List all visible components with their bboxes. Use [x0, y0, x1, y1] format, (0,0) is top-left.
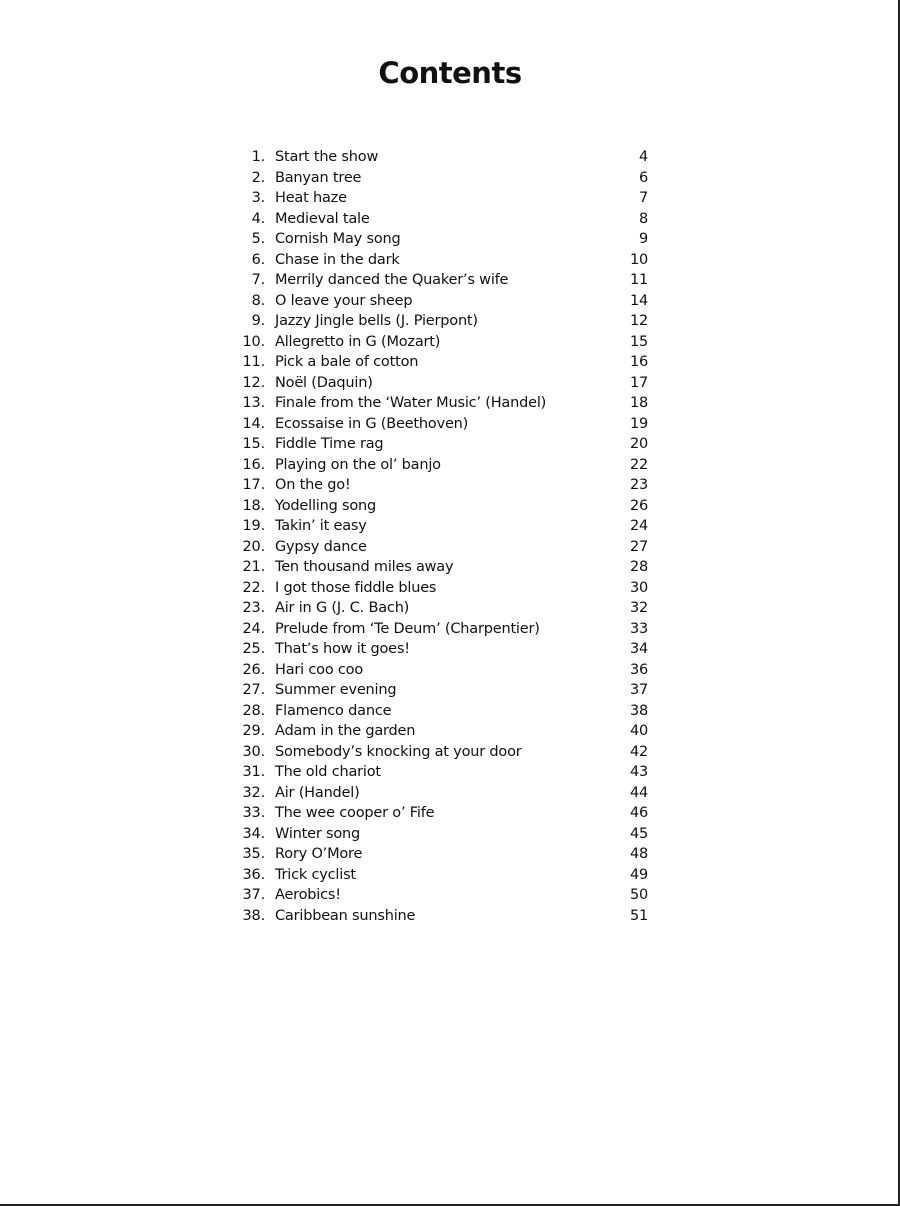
- toc-entry-number: 18.: [242, 497, 265, 514]
- toc-entry-number: 27.: [242, 682, 265, 698]
- toc-entry-number: 34.: [242, 825, 265, 842]
- toc-entry-number: 38.: [242, 907, 265, 924]
- toc-entry-title: Chase in the dark: [275, 251, 400, 268]
- toc-entry: [230, 455, 654, 476]
- toc-entry-page: 15: [629, 333, 648, 350]
- toc-entry: [230, 168, 654, 189]
- toc-entry: [230, 557, 654, 578]
- toc-entry-page: 7: [638, 190, 648, 206]
- toc-entry-number: 31.: [242, 764, 265, 780]
- toc-entry-page: 48: [629, 846, 648, 862]
- toc-entry-number: 13.: [242, 395, 265, 411]
- toc-entry-page: 44: [629, 784, 648, 801]
- toc-entry-page: 30: [629, 579, 648, 596]
- toc-entry-title: Pick a bale of cotton: [275, 354, 419, 370]
- toc-entry-page: 34: [629, 641, 648, 657]
- toc-entry-page: 19: [629, 415, 648, 432]
- toc-entry-page: 10: [629, 251, 648, 268]
- toc-entry-page: 40: [629, 723, 648, 739]
- toc-entry-title: Allegretto in G (Mozart): [275, 333, 441, 350]
- toc-entry-title: Jazzy Jingle bells (J. Pierpont): [275, 313, 478, 329]
- toc-entry-number: 3.: [251, 190, 265, 206]
- toc-entry: [230, 250, 654, 271]
- toc-entry: [230, 742, 654, 763]
- toc-entry: [230, 496, 654, 517]
- toc-entry-title: Flamenco dance: [275, 702, 392, 719]
- toc-entry: [230, 598, 654, 619]
- toc-entry: [230, 209, 654, 230]
- toc-entry: [230, 188, 654, 209]
- toc-entry-title: Start the show: [275, 149, 379, 165]
- toc-entry-title: I got those fiddle blues: [275, 579, 437, 596]
- toc-entry-title: Playing on the ol’ banjo: [275, 456, 441, 473]
- toc-entry-number: 25.: [242, 641, 265, 657]
- toc-entry-page: 26: [629, 497, 648, 514]
- toc-entry-page: 20: [629, 436, 648, 452]
- toc-entry-title: O leave your sheep: [275, 292, 413, 309]
- toc-entry: [230, 680, 654, 701]
- toc-entry-number: 17.: [242, 477, 265, 493]
- toc-entry-number: 22.: [242, 579, 265, 596]
- toc-entry-title: Hari coo coo: [275, 661, 364, 678]
- toc-entry: [230, 332, 654, 353]
- toc-entry-page: 22: [629, 456, 648, 473]
- toc-entry: [230, 803, 654, 824]
- toc-entry-number: 28.: [242, 702, 265, 719]
- toc-entry-title: Caribbean sunshine: [275, 907, 416, 924]
- toc-entry-number: 2.: [251, 169, 265, 186]
- toc-entry-page: 50: [629, 887, 648, 903]
- toc-entry-number: 32.: [242, 784, 265, 801]
- toc-entry-page: 42: [629, 743, 648, 760]
- toc-entry-title: Adam in the garden: [275, 723, 416, 739]
- toc-entry: [230, 701, 654, 722]
- toc-entry: [230, 311, 654, 332]
- toc-entry-number: 30.: [242, 743, 265, 760]
- toc-entry-page: 32: [629, 600, 648, 616]
- toc-entry-page: 45: [629, 825, 648, 842]
- toc-entry-title: On the go!: [275, 477, 351, 493]
- table-of-contents: [230, 147, 654, 926]
- toc-entry: [230, 762, 654, 783]
- toc-entry-number: 7.: [251, 272, 265, 288]
- toc-entry-number: 8.: [251, 292, 265, 309]
- toc-entry: [230, 721, 654, 742]
- toc-entry: [230, 619, 654, 640]
- toc-entry-number: 19.: [242, 518, 265, 534]
- toc-entry-page: 4: [638, 149, 648, 165]
- toc-entry-title: Rory O’More: [275, 846, 363, 862]
- toc-entry-number: 36.: [242, 866, 265, 883]
- toc-entry-page: 17: [629, 374, 648, 391]
- toc-entry-page: 49: [629, 866, 648, 883]
- toc-entry: [230, 475, 654, 496]
- toc-entry: [230, 660, 654, 681]
- toc-entry: [230, 414, 654, 435]
- toc-entry-title: Somebody’s knocking at your door: [275, 743, 522, 760]
- toc-entry: [230, 516, 654, 537]
- toc-entry-number: 6.: [251, 251, 265, 268]
- toc-entry-title: Aerobics!: [275, 887, 341, 903]
- toc-entry-number: 29.: [242, 723, 265, 739]
- toc-entry: [230, 434, 654, 455]
- toc-entry-number: 14.: [242, 415, 265, 432]
- toc-entry-number: 10.: [242, 333, 265, 350]
- toc-entry-number: 20.: [242, 538, 265, 555]
- toc-entry-title: Yodelling song: [275, 497, 377, 514]
- toc-entry-number: 26.: [242, 661, 265, 678]
- toc-entry-title: Takin’ it easy: [275, 518, 367, 534]
- toc-entry: [230, 844, 654, 865]
- toc-entry-title: Air (Handel): [275, 784, 360, 801]
- toc-entry-title: Cornish May song: [275, 231, 401, 247]
- toc-entry-title: Finale from the ‘Water Music’ (Handel): [275, 395, 547, 411]
- toc-entry-page: 33: [629, 620, 648, 637]
- toc-entry-number: 16.: [242, 456, 265, 473]
- toc-entry-title: Air in G (J. C. Bach): [275, 600, 410, 616]
- toc-entry-page: 37: [629, 682, 648, 698]
- page-title: Contents: [378, 56, 522, 91]
- toc-entry: [230, 537, 654, 558]
- toc-entry-number: 9.: [251, 313, 265, 329]
- toc-entry-page: 6: [638, 169, 648, 186]
- toc-entry-page: 24: [629, 518, 648, 534]
- toc-entry-title: The wee cooper o’ Fife: [275, 805, 435, 821]
- toc-entry-page: 28: [629, 559, 648, 575]
- toc-entry-page: 46: [629, 805, 648, 821]
- toc-entry: [230, 373, 654, 394]
- toc-entry-page: 12: [629, 313, 648, 329]
- toc-entry-title: Gypsy dance: [275, 538, 367, 555]
- toc-entry: [230, 147, 654, 168]
- toc-entry: [230, 270, 654, 291]
- toc-entry-number: 12.: [242, 374, 265, 391]
- toc-entry-number: 33.: [242, 805, 265, 821]
- toc-entry-number: 5.: [251, 231, 265, 247]
- toc-entry-page: 9: [638, 231, 648, 247]
- toc-entry: [230, 865, 654, 886]
- toc-entry-number: 1.: [251, 149, 265, 165]
- toc-entry-title: Fiddle Time rag: [275, 436, 384, 452]
- toc-entry: [230, 783, 654, 804]
- toc-entry-page: 11: [629, 272, 648, 288]
- toc-entry-page: 23: [629, 477, 648, 493]
- toc-entry-title: Trick cyclist: [275, 866, 356, 883]
- toc-entry-page: 36: [629, 661, 648, 678]
- toc-entry-number: 37.: [242, 887, 265, 903]
- toc-entry-title: Heat haze: [275, 190, 347, 206]
- toc-entry-number: 15.: [242, 436, 265, 452]
- toc-entry-page: 27: [629, 538, 648, 555]
- toc-entry: [230, 229, 654, 250]
- toc-entry-number: 23.: [242, 600, 265, 616]
- toc-entry: [230, 291, 654, 312]
- toc-entry-page: 16: [629, 354, 648, 370]
- toc-entry: [230, 824, 654, 845]
- toc-entry-number: 11.: [242, 354, 265, 370]
- toc-entry-page: 18: [629, 395, 648, 411]
- toc-entry-number: 21.: [242, 559, 265, 575]
- toc-entry-page: 43: [629, 764, 648, 780]
- toc-entry-title: Ecossaise in G (Beethoven): [275, 415, 469, 432]
- toc-entry-title: Banyan tree: [275, 169, 362, 186]
- toc-entry-page: 8: [638, 210, 648, 227]
- toc-entry-title: Medieval tale: [275, 210, 370, 227]
- toc-entry-page: 51: [629, 907, 648, 924]
- toc-entry: [230, 885, 654, 906]
- toc-entry-number: 24.: [242, 620, 265, 637]
- toc-entry: [230, 393, 654, 414]
- toc-entry: [230, 578, 654, 599]
- toc-entry-title: Noël (Daquin): [275, 374, 373, 391]
- toc-entry: [230, 906, 654, 927]
- toc-entry-number: 35.: [242, 846, 265, 862]
- toc-entry-number: 4.: [251, 210, 265, 227]
- toc-entry-title: Merrily danced the Quaker’s wife: [275, 272, 509, 288]
- toc-entry-page: 38: [629, 702, 648, 719]
- toc-entry-title: Prelude from ‘Te Deum’ (Charpentier): [275, 620, 540, 637]
- toc-entry-title: That’s how it goes!: [275, 641, 410, 657]
- toc-entry-page: 14: [629, 292, 648, 309]
- toc-entry: [230, 352, 654, 373]
- toc-entry-title: The old chariot: [275, 764, 381, 780]
- toc-entry-title: Winter song: [275, 825, 361, 842]
- toc-entry-title: Summer evening: [275, 682, 397, 698]
- toc-entry: [230, 639, 654, 660]
- toc-entry-title: Ten thousand miles away: [275, 559, 454, 575]
